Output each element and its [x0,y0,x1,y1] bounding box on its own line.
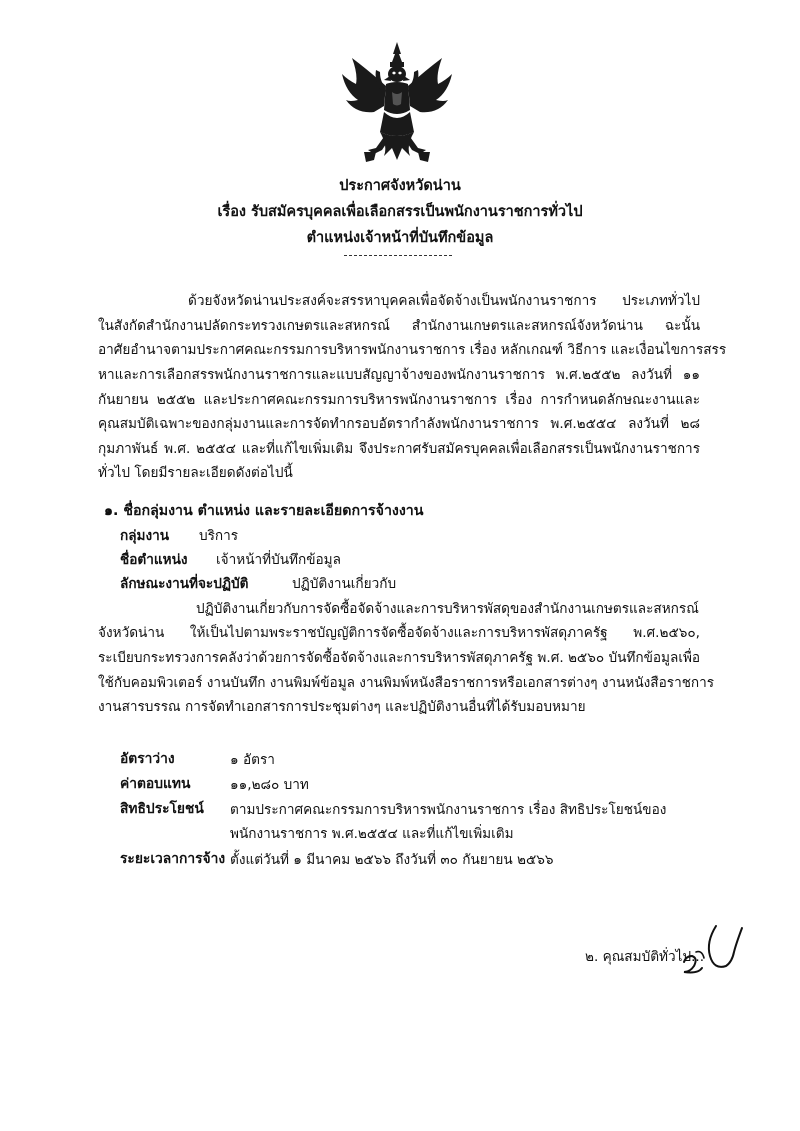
intro-line: กุมภาพันธ์ พ.ศ. ๒๕๕๔ และที่แก้ไขเพิ่มเติม จึงประกาศรับสมัครบุคคลเพื่อเลือกสรรเป็นพนักงานราชการ [98,441,700,457]
intro-line: ทั่วไป โดยมีรายละเอียดดังต่อไปนี้ [98,465,293,481]
continuation-text: ๒. คุณสมบัติทั่วไป... [585,949,705,965]
pay-value: ๑๑,๒๘๐ บาท [230,777,309,793]
garuda-emblem-icon [338,40,456,168]
duty-detail-line: ระเบียบกระทรวงการคลังว่าด้วยการจัดซื้อจัดจ้างและการบริหารพัสดุภาครัฐ พ.ศ. ๒๕๖๐ บันทึกข้อมูลเพื่อ [98,650,701,666]
duty-detail-line: ใช้กับคอมพิวเตอร์ งานบันทึก งานพิมพ์ข้อมูล งานพิมพ์หนังสือราชการหรือเอกสารต่างๆ งานหนังสือราชการ [98,675,715,691]
duty-detail-line: งานสารบรรณ การจัดทำเอกสารการประชุมต่างๆ และปฏิบัติงานอื่นที่ได้รับมอบหมาย [98,699,586,715]
group-label: กลุ่มงาน [120,528,170,544]
intro-line: ในสังกัดสำนักงานปลัดกระทรวงเกษตรและสหกรณ์ สำนักงานเกษตรและสหกรณ์จังหวัดน่าน ฉะนั้น [98,318,700,334]
section1-heading: ๑. ชื่อกลุ่มงาน ตำแหน่ง และรายละเอียดการจ้างงาน [104,503,424,519]
benefit-value-line-1: ตามประกาศคณะกรรมการบริหารพนักงานราชการ เรื่อง สิทธิประโยชน์ของ [230,802,667,818]
duty-detail-line: ปฏิบัติงานเกี่ยวกับการจัดซื้อจัดจ้างและการบริหารพัสดุของสำนักงานเกษตรและสหกรณ์ [196,601,699,617]
period-label: ระยะเวลาการจ้าง [120,851,226,867]
signature-initials [676,922,746,982]
announcement-title: ประกาศจังหวัดน่าน [339,178,461,194]
period-value: ตั้งแต่วันที่ ๑ มีนาคม ๒๕๖๖ ถึงวันที่ ๓๐ กันยายน ๒๕๖๖ [230,852,554,868]
vacancy-value: ๑ อัตรา [230,752,275,768]
announcement-subject: เรื่อง รับสมัครบุคคลเพื่อเลือกสรรเป็นพนักงานราชการทั่วไป [217,204,583,220]
position-value: เจ้าหน้าที่บันทึกข้อมูล [216,552,341,568]
intro-line: ด้วยจังหวัดน่านประสงค์จะสรรหาบุคคลเพื่อจัดจ้างเป็นพนักงานราชการ ประเภททั่วไป [188,293,700,309]
intro-line: หาและการเลือกสรรพนักงานราชการและแบบสัญญาจ้างของพนักงานราชการ พ.ศ.๒๕๕๒ ลงวันที่ ๑๑ [98,367,700,383]
pay-label: ค่าตอบแทน [120,776,191,792]
benefit-value-line-2: พนักงานราชการ พ.ศ.๒๕๕๔ และที่แก้ไขเพิ่มเติม [230,826,514,842]
duty-value: ปฏิบัติงานเกี่ยวกับ [292,576,397,592]
position-label: ชื่อตำแหน่ง [120,552,188,568]
duty-detail-line: จังหวัดน่าน ให้เป็นไปตามพระราชบัญญัติการจัดซื้อจัดจ้างและการบริหารพัสดุภาครัฐ พ.ศ.๒๕๖๐, [98,625,700,641]
announcement-position: ตำแหน่งเจ้าหน้าที่บันทึกข้อมูล [306,230,494,246]
intro-line: อาศัยอำนาจตามประกาศคณะกรรมการบริหารพนักงานราชการ เรื่อง หลักเกณฑ์ วิธีการ และเงื่อนไขการสรร [98,342,727,358]
intro-line: คุณสมบัติเฉพาะของกลุ่มงานและการจัดทำกรอบอัตรากำลังพนักงานราชการ พ.ศ.๒๕๕๔ ลงวันที่ ๒๘ [98,416,700,432]
benefit-label: สิทธิประโยชน์ [120,801,204,817]
duty-label: ลักษณะงานที่จะปฏิบัติ [120,576,249,592]
group-value: บริการ [199,528,239,544]
vacancy-label: อัตราว่าง [120,751,175,767]
intro-line: กันยายน ๒๕๕๒ และประกาศคณะกรรมการบริหารพนักงานราชการ เรื่อง การกำหนดลักษณะงานและ [98,392,700,408]
header-separator [344,255,452,256]
